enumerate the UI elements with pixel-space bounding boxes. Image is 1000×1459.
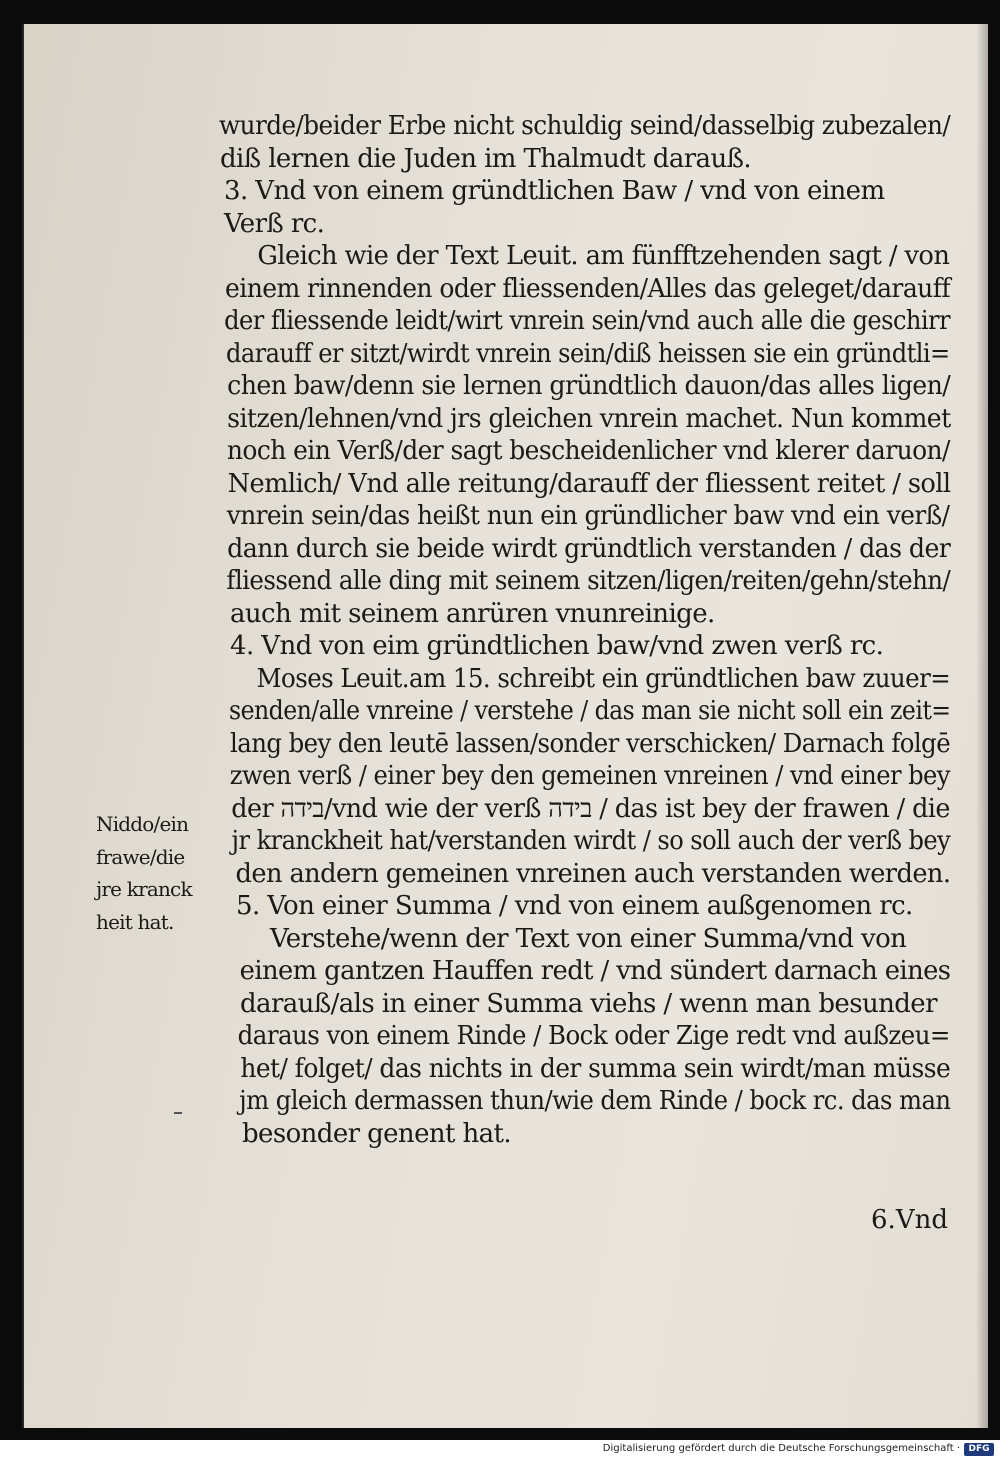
text-line: chen baw/denn sie lernen gründtlich dauon/das alles ligen/: [227, 371, 951, 401]
text-line: wurde/beider Erbe nicht schuldig seind/dasselbig zubezalen/: [219, 111, 951, 141]
text-line: der בידה/vnd wie der verß בידה / das ist bey der frawen / die: [231, 793, 950, 824]
text-line: diß lernen die Juden im Thalmudt darauß.: [220, 143, 752, 174]
text-line: sitzen/lehnen/vnd jrs gleichen vnrein machet. Nun kommet: [227, 403, 951, 434]
text-line: den andern gemeinen vnreinen auch verstanden werden.: [235, 858, 951, 889]
text-line: daraus von einem Rinde / Bock oder Zige redt vnd außzeu=: [237, 1021, 950, 1051]
text-line: dann durch sie beide wirdt gründtlich verstanden / das der: [227, 533, 951, 564]
text-line: senden/alle vnreine / verstehe / das man sie nicht soll ein zeit=: [229, 696, 951, 726]
text-line: der fliessende leidt/wirt vnrein sein/vnd auch alle die geschirr: [224, 306, 950, 336]
text-line: vnrein sein/das heißt nun ein gründlicher baw vnd ein verß/: [226, 501, 950, 531]
text-line: Verß rc.: [224, 208, 325, 239]
text-line: 3. Vnd von einem gründtlichen Baw / vnd von einem: [224, 176, 885, 206]
text-line: 4. Vnd von eim gründtlichen baw/vnd zwen verß rc.: [230, 631, 884, 661]
text-line: fliessend alle ding mit seinem sitzen/ligen/reiten/gehn/stehn/: [226, 566, 951, 596]
text-line: Verstehe/wenn der Text von einer Summa/vnd von: [270, 923, 907, 954]
text-line: Nemlich/ Vnd alle reitung/darauff der fliessent reitet / soll: [227, 468, 951, 499]
margin-note-line: Niddo/ein: [96, 812, 189, 836]
dfg-logo: DFG: [964, 1443, 994, 1456]
margin-note-line: heit hat.: [96, 909, 174, 934]
text-line: noch ein Verß/der sagt bescheidenlicher vnd klerer daruon/: [226, 436, 950, 466]
margin-note-line: jre kranck: [96, 877, 192, 901]
funding-credit: Digitalisierung gefördert durch die Deutsche Forschungsgemeinschaft ·: [602, 1443, 960, 1454]
text-line: darauff er sitzt/wirdt vnrein sein/diß heissen sie ein gründtli=: [225, 338, 950, 369]
margin-mark: [174, 1112, 182, 1114]
text-line: auch mit seinem anrüren vnunreinige.: [230, 598, 715, 629]
margin-note-line: frawe/die: [96, 844, 185, 869]
catchword: 6.Vnd: [871, 1205, 948, 1235]
text-line: jr kranckheit hat/verstanden wirdt / so soll auch der verß bey: [231, 826, 951, 856]
body-text: [200, 110, 951, 1150]
text-line: besonder genent hat.: [242, 1118, 512, 1149]
text-line: Gleich wie der Text Leuit. am fünfftzehenden sagt / von: [257, 241, 950, 271]
footer-bar: [0, 1440, 1000, 1459]
text-line: Moses Leuit.am 15. schreibt ein gründtlichen baw zuuer=: [256, 663, 951, 694]
text-line: het/ folget/ das nichts in der summa sein wirdt/man müsse: [240, 1053, 951, 1084]
text-line: einem gantzen Hauffen redt / vnd sündert darnach eines: [239, 956, 951, 986]
margin-note: [96, 808, 236, 938]
text-line: einem rinnenden oder fliessenden/Alles das geleget/darauff: [225, 273, 951, 304]
text-line: zwen verß / einer bey den gemeinen vnreinen / vnd einer bey: [229, 761, 950, 791]
text-line: 5. Von einer Summa / vnd von einem außgenomen rc.: [236, 891, 913, 921]
text-line: darauß/als in einer Summa viehs / wenn man besunder: [240, 988, 937, 1019]
text-line: jm gleich dermassen thun/wie dem Rinde / bock rc. das man: [239, 1086, 951, 1116]
text-line: lang bey den leutē lassen/sonder verschicken/ Darnach folgē: [230, 728, 951, 759]
